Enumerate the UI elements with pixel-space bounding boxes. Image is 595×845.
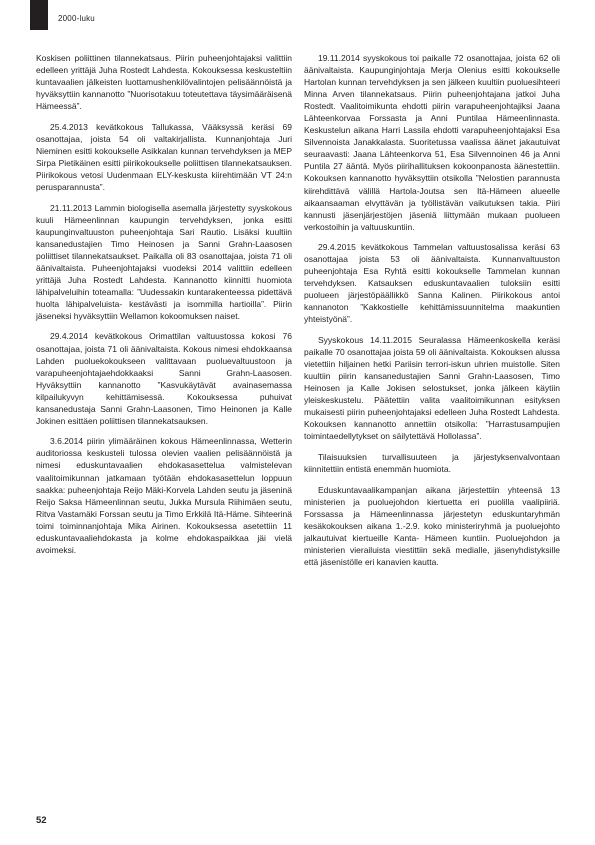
paragraph: 29.4.2015 kevätkokous Tammelan valtuustosalissa keräsi 63 osanottajaa joista 53 oli äänivaltaista. Kunnanvaltuuston puheenjohtaja Esa Ryhtä esitti kokoukselle Tammelan kunnan tervehdyksen. Katsauksen eduskuntavaalien tuloksiin esitti puolueen järjestöpäällikkö Sanna Kalinen. Piirikokous antoi kannanoton ”Kakkostielle kehittämissuunnitelma maakuntien yhteistyönä”.: [304, 242, 560, 325]
right-column: [304, 52, 560, 576]
paragraph: Eduskuntavaalikampanjan aikana järjestettiin yhteensä 13 ministerien ja puoluejohdon kiertuetta eri puolilla vaalipiiriä. Forssassa ja Hämeenlinnassa järjestetyn eduskuntaryhmän kesäkokouksen aikana 1.-2.9. koko ministeriryhmä ja puoluejohto jalkautuivat kiertueille Kanta- Hämeen kuntiin. Puoluejohdon ja ministerien vierailuista viestittiin sekä medialle, jäsenyhdistyksille että jäsenistölle eri kanavien kautta.: [304, 484, 560, 567]
paragraph: Tilaisuuksien turvallisuuteen ja järjestyksenvalvontaan kiinnitettiin entistä enemmän huomiota.: [304, 451, 560, 474]
running-head: 2000-luku: [58, 14, 95, 23]
paragraph: 25.4.2013 kevätkokous Tallukassa, Vääksyssä keräsi 69 osanottajaa, joista 54 oli valtakirjallista. Kunnanjohtaja Juri Nieminen esitti kokoukselle Asikkalan kunnan tervehdyksen ja MEP Sirpa Pietikäinen esitti piirikokoukselle poliittisen tilannekatsauksen. Piirikokous vetosi Uudenmaan ELY-keskusta kiirehtimään VT 24:n perusparannusta”.: [36, 121, 292, 192]
paragraph: 3.6.2014 piirin ylimääräinen kokous Hämeenlinnassa, Wetterin auditoriossa keskusteli tulossa olevien vaalien pelisäännöistä ja nimesi eduskuntavaalien ehdokasasettelua valmistelevan vaalitoimikunnan jatkamaan työtään ehdokasasettelun loppuun saakka: puheenjohtaja Reijo Mäki-Korvela Lahden seutu ja jäseninä Reijo Saksa Hämeenlinnan seutu, Jukka Mursula Riihimäen seutu, Ritva Vastamäki Forssan seutu ja Timo Erkkilä Itä-Häme. Sihteerinä toimi toiminnanjohtaja Mika Airinen. Kokouksessa asetettiin 11 eduskuntavaaliehdokasta ja kolme ehdokaspaikkaa jäi vielä avoimeksi.: [36, 436, 292, 555]
paragraph: Koskisen poliittinen tilannekatsaus. Piirin puheenjohtajaksi valittiin edelleen yrittäjä Juha Rostedt Lahdesta. Kokouksessa keskusteltiin kuntavaalien jälkeisten luottamushenkilövalintojen pelisäännöistä ja hyväksyttiin kannanotto ”Nuorisotakuu toteutettava täysimääräisenä Hämeessä”.: [36, 53, 292, 112]
paragraph: 19.11.2014 syyskokous toi paikalle 72 osanottajaa, joista 62 oli äänivaltaista. Kaupunginjohtaja Merja Olenius esitti kokoukselle Hartolan kunnan tervehdyksen ja sen jälkeen kuultiin puoluesihteeri Minna Arven tilannekatsaus. Piirin puheenjohtajana jatkoi Juha Rostedt. Vaalitoimikunta ehdotti piirin varapuheenjohtajiksi Jaana Lähteenkorvaa Forssasta ja Anni Puntilaa Hämeenlinnasta. Keskustelun aikana Harri Lassila ehdotti varapuheenjohtajaksi Esa Silvennoista Janakkalasta. Suoritetussa vaalissa äänet jakautuivat seuraavasti: Jaana Lähteenkorva 51, Esa Silvennoinen 46 ja Anni Puntila 27 ääntä. Myös piirihallituksen kokoonpanosta äänestettiin. Kokouksen kannanotto hyväksyttiin otsikolla ”Nelostien parannusta kiirehdittävä välillä Hartola-Joutsa sen Itä-Hämeen alueelle aikaansaaman elvyttävän ja työllistävän vaikutuksen takia. Piiri kannusti jäsenjärjestöjen jäseniä liittymään mukaan puolueen verkostoihin ja valtuuskuntiin.: [304, 53, 560, 232]
paragraph: 21.11.2013 Lammin biologisella asemalla järjestetty syyskokous kuuli Hämeenlinnan kaupungin tervehdyksen, jonka esitti kaupunginvaltuuston puheenjohtaja Sari Rautio. Lisäksi kuultiin kansanedustajien Timo Heinosen ja Sanni Grahn-Laasosen poliittiset tilannekatsaukset. Paikalla oli 83 osanottajaa, joista 71 oli äänivaltaista. Puheenjohtajaksi vuodeksi 2014 valittiin edelleen yrittäjä Juha Rostedt Lahdesta. Kannanotto kiinnitti huomiota lähipalveluihin toteamalla: ”Uudessakin kuntarakenteessa pidettävä huolta lähipalveluista- kestävästi ja isommilla hartioilla”. Piirin jäseneksi hyväksyttiin Wellamon kokoomuksen naiset.: [36, 202, 292, 321]
paragraph: Syyskokous 14.11.2015 Seuralassa Hämeenkoskella keräsi paikalle 70 osanottajaa joista 59 oli äänivaltaista. Kokouksen alussa vietettiin hiljainen hetki Pariisin terrori-iskun uhrien muistolle. Siten kuultiin piirin kansanedustajien Sanni Grahn-Laasosen, Timo Heinosen ja Kalle Jokisen selostukset, jonka jälkeen käytiin yleiskeskustelu. Päätettiin valita vaalitoimikunnan esityksen mukaisesti piirin puheenjohtajaksi edelleen Juha Rostedt Lahdesta. Kokouksen kannanotto annettiin otsikolla: ”Harrastusampujien toimintaedellytykset on säilytettävä Hollolassa”.: [304, 335, 560, 442]
paragraph: 29.4.2014 kevätkokous Orimattilan valtuustossa kokosi 76 osanottajaa, joista 71 oli äänivaltaista. Kokous nimesi ehdokkaansa Lahden puoluekokoukseen valittavaan puoluevaltuustoon ja varapuheenjohtajaehdokkaaksi Sanni Grahn-Laasosen. Hyväksyttiin kannanotto ”Kasvukäytävät avainasemassa kilpailukyvyn kehittämisessä. Kokouksessa puhuivat kansanedustaja Sanni Grahn-Laasonen, Timo Heinonen ja Kalle Jokinen esittäen poliittisen tilannekatsauksen.: [36, 331, 292, 426]
header-tab-marker: [30, 0, 48, 30]
page-number: 52: [36, 815, 47, 826]
left-column: [36, 52, 292, 564]
